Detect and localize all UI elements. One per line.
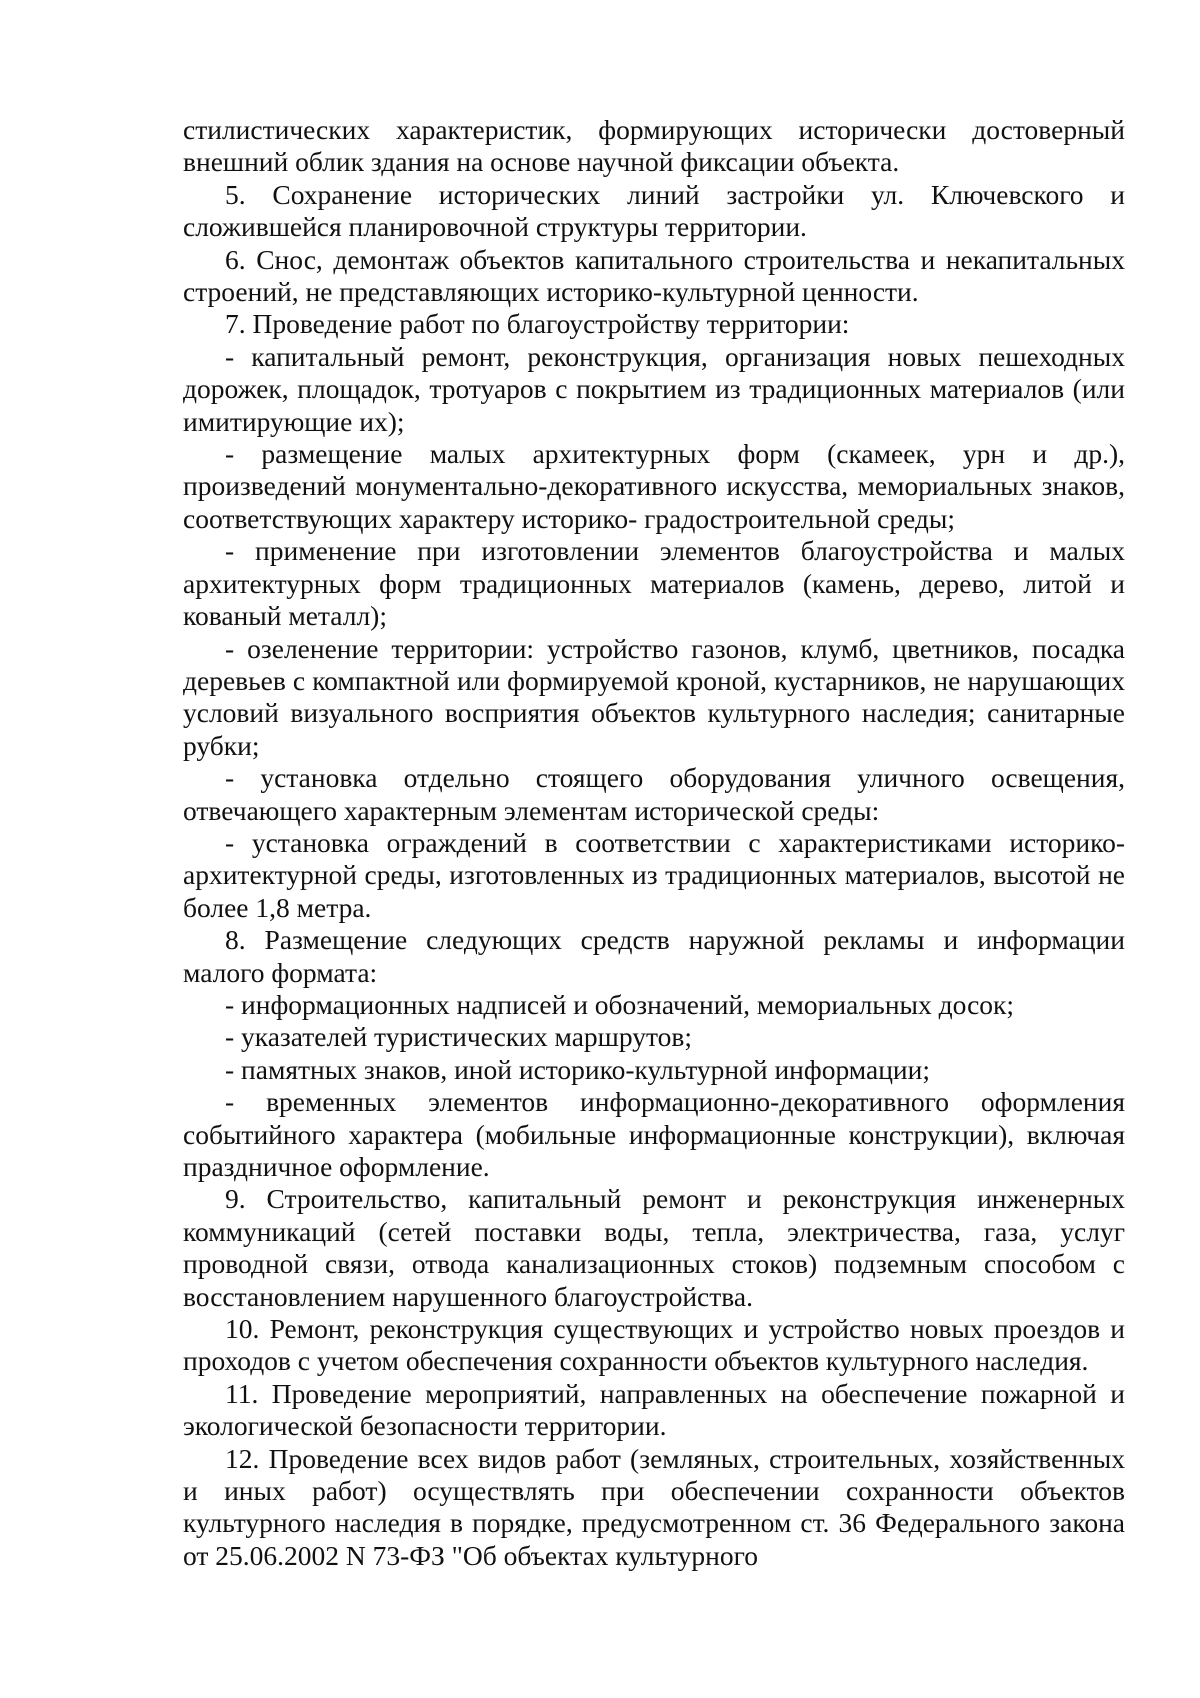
- paragraph-item-7: 7. Проведение работ по благоустройству территории:: [225, 308, 850, 340]
- list-item-memorial-signs: - памятных знаков, иной историко-культурной информации;: [225, 1053, 931, 1085]
- paragraph-item-9: 9. Строительство, капитальный ремонт и реконструкция инженерных коммуникаций (сетей поставки воды, тепла, электричества, газа, услуг проводной связи, отвода канализационных стоков) подземным способом с восстановлением нарушенного благоустройства.: [183, 1183, 1125, 1312]
- list-item-small-forms: - размещение малых архитектурных форм (скамеек, урн и др.), произведений монументально-декоративного искусства, мемориальных знаков, соответствующих характеру историко- градостроительной среды;: [183, 438, 1125, 534]
- list-item-inscriptions: - информационных надписей и обозначений, мемориальных досок;: [225, 988, 1015, 1020]
- list-item-fencing: - установка ограждений в соответствии с характеристиками историко-архитектурной среды, изготовленных из традиционных материалов, высотой не более 1,8 метра.: [183, 826, 1125, 923]
- paragraph-item-8: 8. Размещение следующих средств наружной рекламы и информации малого формата:: [183, 924, 1125, 988]
- document-page: [183, 114, 1125, 1572]
- list-item-lighting: - установка отдельно стоящего оборудования уличного освещения, отвечающего характерным элементам исторической среды:: [183, 762, 1125, 826]
- paragraph-item-11: 11. Проведение мероприятий, направленных на обеспечение пожарной и экологической безопасности территории.: [183, 1377, 1125, 1442]
- list-item-tourist-signs: - указателей туристических маршрутов;: [225, 1021, 692, 1053]
- paragraph-item-5: 5. Сохранение исторических линий застройки ул. Ключевского и сложившейся планировочной структуры территории.: [183, 178, 1125, 243]
- list-item-temporary-decor: - временных элементов информационно-декоративного оформления событийного характера (мобильные информационные конструкции), включая праздничное оформление.: [183, 1086, 1125, 1182]
- paragraph-continuation: стилистических характеристик, формирующих исторически достоверный внешний облик здания на основе научной фиксации объекта.: [183, 114, 1125, 178]
- paragraph-item-6: 6. Снос, демонтаж объектов капитального строительства и некапитальных строений, не представляющих историко-культурной ценности.: [183, 243, 1125, 308]
- list-item-paving: - капитальный ремонт, реконструкция, организация новых пешеходных дорожек, площадок, тротуаров с покрытием из традиционных материалов (или имитирующие их);: [183, 340, 1125, 437]
- paragraph-item-12: 12. Проведение всех видов работ (земляных, строительных, хозяйственных и иных работ) осуществлять при обеспечении сохранности объектов культурного наследия в порядке, предусмотренном ст. 36 Федерального закона от 25.06.2002 N 73-ФЗ "Об объектах культурного: [183, 1442, 1125, 1571]
- list-item-landscaping: - озеленение территории: устройство газонов, клумб, цветников, посадка деревьев с компактной или формируемой кроной, кустарников, не нарушающих условий визуального восприятия объектов культурного наследия; санитарные рубки;: [183, 632, 1125, 761]
- list-item-materials: - применение при изготовлении элементов благоустройства и малых архитектурных форм традиционных материалов (камень, дерево, литой и кованый металл);: [183, 535, 1125, 632]
- paragraph-item-10: 10. Ремонт, реконструкция существующих и устройство новых проездов и проходов с учетом обеспечения сохранности объектов культурного наследия.: [183, 1313, 1125, 1377]
